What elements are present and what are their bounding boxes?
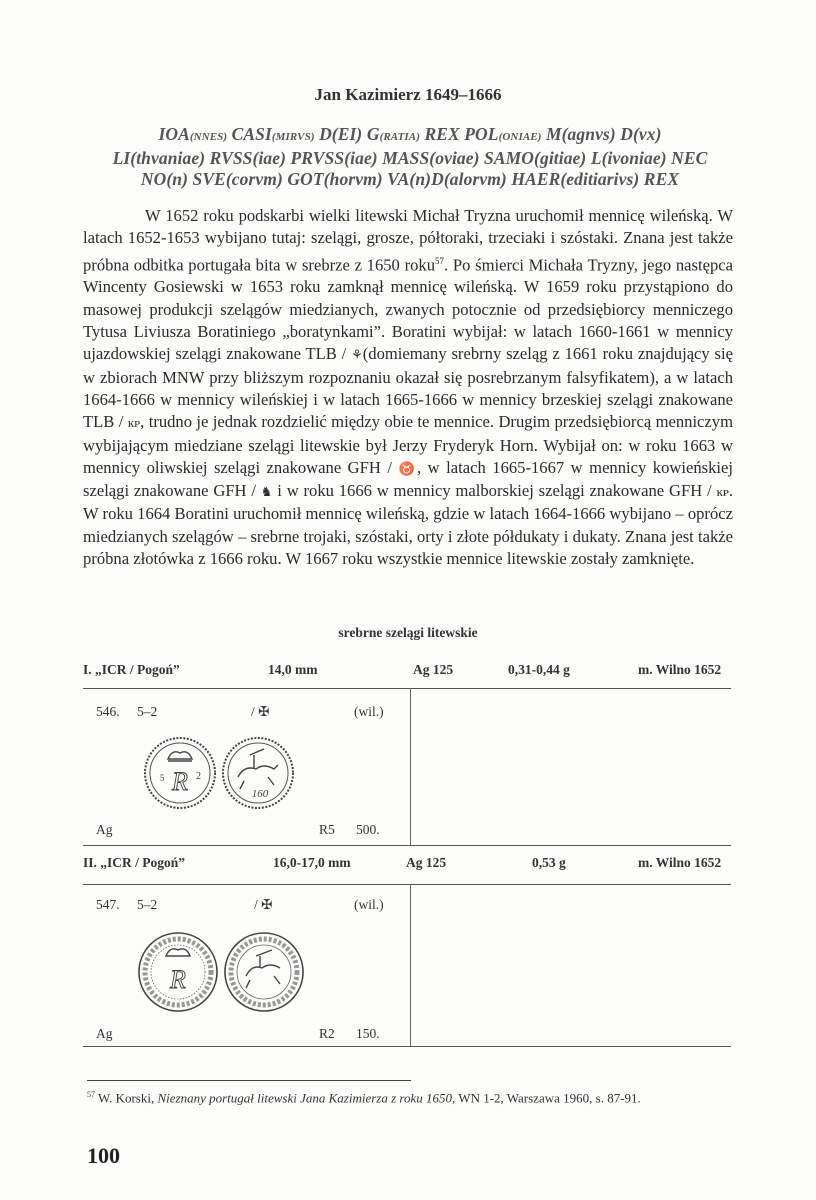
- table-rule: [83, 688, 731, 689]
- legend-line: [80, 124, 740, 148]
- type-alloy: Ag 125: [413, 662, 454, 677]
- mintmark-kp-icon: ĸᴘ: [716, 484, 729, 500]
- column-divider: [410, 688, 411, 846]
- type-label: II. „ICR / Pogoń”: [83, 855, 186, 870]
- item-mint: (wil.): [354, 704, 384, 719]
- text-run: , w latach 1665-1667 w mennicy kowieńskiej szelągi znakowane GFH /: [83, 457, 733, 501]
- footnote-rule: [87, 1080, 411, 1081]
- coin-legend: [80, 124, 740, 190]
- legend-line: [80, 169, 740, 190]
- footnote: [87, 1090, 641, 1106]
- type-mint: m. Wilno 1652: [638, 855, 722, 870]
- legend-segment: (NNES): [189, 131, 228, 143]
- type-weight: 0,31-0,44 g: [508, 662, 570, 677]
- legend-segment: M(agnvs) D(vx): [541, 124, 662, 144]
- text-run: . W roku 1664 Boratini uruchomił mennicę wileńską, gdzie w latach 1664-1666 wybijano – oprócz miedzianych szelągów – srebrne trojaki, szóstaki, orty i złote półdukaty i dukaty. Znana jest także próbna złotówka z 1666 roku. W 1667 roku wszystkie mennice litewskie zostały zamknięte.: [83, 481, 734, 568]
- chapter-title: Jan Kazimierz 1649–1666: [314, 85, 502, 104]
- item-date: 5–2: [137, 704, 158, 719]
- page-number: 100: [87, 1143, 120, 1168]
- svg-text:160: 160: [251, 788, 269, 800]
- text-run: , trudno je jednak rozdzielić między obie te mennice. Drugim przedsiębiorcą menniczym wybijającym miedziane szelągi litewskie był Jerzy Fryderyk Horn. Wybijał on: w roku 1663 w mennicy oliwskiej szelągi znakowane GFH /: [83, 412, 733, 477]
- item-rarity: R5: [319, 822, 335, 837]
- coin-obverse-image: [142, 735, 218, 811]
- column-divider: [410, 884, 411, 1047]
- item-mark: / ✠: [254, 897, 273, 912]
- section-title: srebrne szelągi litewskie: [338, 625, 478, 640]
- legend-segment: CASI: [227, 124, 272, 144]
- item-price: 150.: [356, 1026, 380, 1041]
- type-label: I. „ICR / Pogoń”: [83, 662, 180, 677]
- mintmark-figure-icon: ♞: [260, 484, 273, 500]
- item-price: 500.: [356, 822, 380, 837]
- text-run: W 1652 roku podskarbi wielki litewski Michał Tryzna uruchomił mennicę wileńską. W latach 1652-1653 wybijano tutaj: szelągi, grosze, półtoraki, trzeciaki i szóstaki. Znana jest także próbna odbitka portugała bita w srebrze z 1650 roku: [83, 206, 733, 275]
- footnote-source: , WN 1-2, Warszawa 1960, s. 87-91.: [452, 1090, 641, 1106]
- body-text: [83, 205, 733, 570]
- legend-segment: REX POL: [420, 124, 499, 144]
- type-mint: m. Wilno 1652: [638, 662, 722, 677]
- footnote-title: Nieznany portugał litewski Jana Kazimierza z roku 1650: [157, 1090, 453, 1106]
- svg-text:2: 2: [196, 771, 201, 782]
- legend-segment: LI(thvaniae) RVSS(iae) PRVSS(iae) MASS(oviae) SAMO(gitiae) L(ivoniae) NEC: [112, 148, 708, 168]
- mintmark-icon: ⚘: [351, 347, 363, 363]
- item-rarity: R2: [319, 1026, 335, 1041]
- table-rule: [83, 1046, 731, 1047]
- item-date: 5–2: [137, 897, 158, 912]
- item-number: 546.: [96, 704, 120, 719]
- item-mint: (wil.): [354, 897, 384, 912]
- mintmark-bull-icon: ♉: [398, 460, 418, 476]
- body-paragraph: [83, 205, 733, 570]
- legend-segment: (MIRVS): [271, 131, 315, 143]
- text-run: (domiemany srebrny szeląg z 1661 roku znajdujący się w zbiorach MNW przy bliższym rozpoznaniu okazał się posrebrzanym falsyfikatem), a w latach 1664-1666 w mennicy wileńskiej i w latach 1665-1666 w mennicy brzeskiej szelągi znakowane TLB /: [83, 344, 733, 432]
- text-run: . Po śmierci Michała Tryzny, jego następca Wincenty Gosiewski w 1653 roku zamknął mennicę wileńską. W 1659 roku przystąpiono do masowej produkcji szelągów miedzianych, zwanych potocznie od przedsiębiorcy menniczego Tytusa Liviusza Boratiniego „boratynkami”. Boratini wybijał: w latach 1660-1661 w mennicy ujazdowskiej szelągi znakowane TLB /: [83, 255, 733, 364]
- coin-reverse-image: [220, 735, 296, 811]
- item-mark: / ✠: [251, 704, 270, 719]
- footnote-ref[interactable]: 57: [435, 255, 444, 266]
- type-diameter: 14,0 mm: [268, 662, 318, 677]
- table-rule: [83, 845, 731, 846]
- footnote-number: 57: [87, 1090, 95, 1099]
- coin-obverse-image: [136, 930, 220, 1014]
- legend-segment: IOA: [158, 124, 190, 144]
- type-weight: 0,53 g: [532, 855, 566, 870]
- type-diameter: 16,0-17,0 mm: [273, 855, 351, 870]
- legend-segment: (RATIA): [379, 131, 420, 143]
- mintmark-kp-icon: ĸᴘ: [127, 415, 141, 431]
- table-rule: [83, 884, 731, 885]
- item-number: 547.: [96, 897, 120, 912]
- svg-text:R: R: [170, 965, 186, 994]
- svg-text:R: R: [172, 767, 188, 796]
- footnote-author: W. Korski,: [95, 1090, 158, 1106]
- text-run: i w roku 1666 w mennicy malborskiej szelągi znakowane GFH /: [277, 481, 712, 501]
- item-metal: Ag: [96, 1026, 113, 1041]
- svg-text:5: 5: [160, 773, 165, 783]
- legend-segment: D(EI) G: [314, 124, 380, 144]
- type-alloy: Ag 125: [406, 855, 447, 870]
- coin-reverse-image: [222, 930, 306, 1014]
- legend-segment: NO(n) SVE(corvm) GOT(horvm) VA(n)D(alorvm) HAER(editiarivs) REX: [140, 169, 680, 189]
- legend-line: [80, 148, 740, 169]
- item-metal: Ag: [96, 822, 113, 837]
- legend-segment: (ONIAE): [498, 131, 542, 143]
